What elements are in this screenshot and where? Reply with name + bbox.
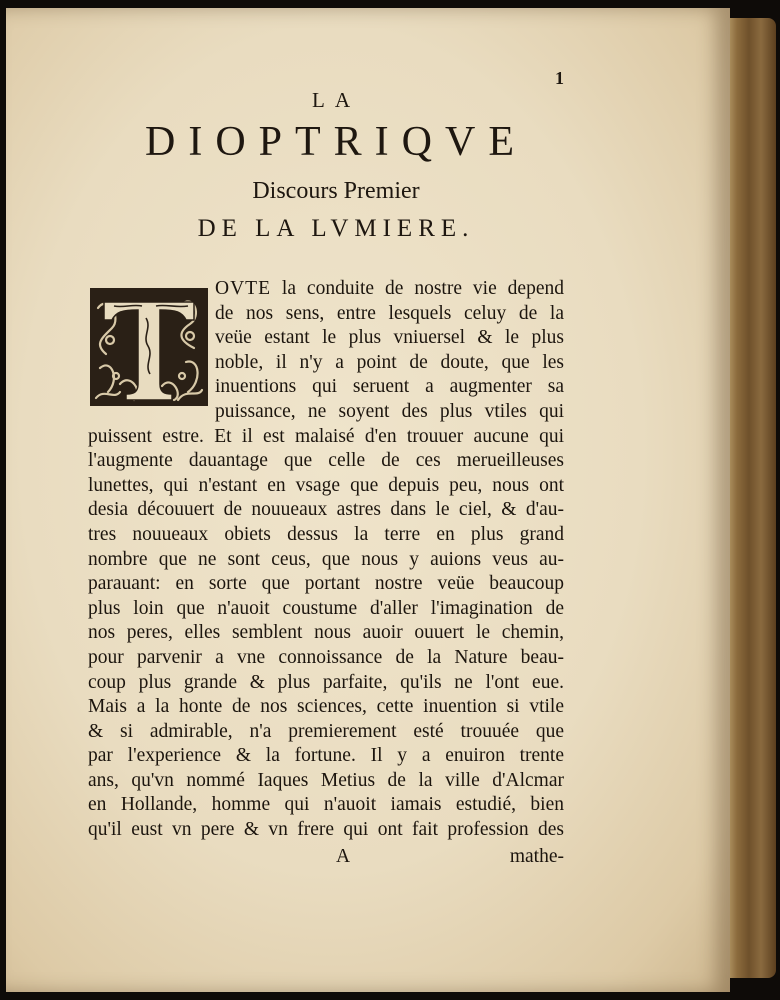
- text-line: veüe estant le plus vniuersel & le plus: [215, 327, 564, 349]
- text-line: en Hollande, homme qui n'auoit iamais estudié, bien: [88, 794, 564, 816]
- text-line: ans, qu'vn nommé Iaques Metius de la ville d'Alcmar: [88, 769, 564, 791]
- text-line: par l'experience & la fortune. Il y a enuiron trente: [88, 745, 564, 767]
- page-title: DIOPTRIQVE: [145, 119, 527, 165]
- text-line: qu'il eust vn pere & vn frere qui ont fait profession des: [88, 819, 564, 841]
- text-line: inuentions qui seruent a augmenter sa: [215, 376, 564, 398]
- text-line: coup plus grande & plus parfaite, qu'ils ne l'ont eue.: [88, 671, 564, 693]
- text-line: noble, il n'y a point de doute, que les: [215, 351, 564, 373]
- text-line: & si admirable, n'a premierement esté trouuée que: [88, 720, 564, 742]
- book-page: [6, 8, 730, 992]
- header-la: LA: [312, 88, 360, 112]
- text-line: puissent estre. Et il est malaisé d'en trouuer aucune qui: [88, 425, 564, 447]
- text-line: desia découuert de nouueaux astres dans le ciel, & d'au-: [88, 499, 564, 521]
- text-line: lunettes, qui n'estant en vsage que depuis peu, nous ont: [88, 474, 564, 496]
- subtitle: Discours Premier: [252, 178, 420, 204]
- text-line: tres nouueaux obiets dessus la terre en plus grand: [88, 523, 564, 545]
- text-line: plus loin que n'auoit coustume d'aller l'imagination de: [88, 597, 564, 619]
- text-line: nombre que ne sont ceus, que nous y auions veus au-: [88, 548, 564, 570]
- signature-mark: A: [336, 846, 351, 867]
- text-line: puissance, ne soyent des plus vtiles qui: [215, 400, 564, 422]
- text-line: OVTE la conduite de nostre vie depend: [215, 278, 564, 299]
- text-line: nos peres, elles semblent nous auoir ouuert le chemin,: [88, 622, 564, 644]
- text-line: pour parvenir a vne connoissance de la Nature beau-: [88, 646, 564, 668]
- first-word: OVTE: [215, 278, 271, 299]
- catchword: mathe-: [509, 846, 564, 867]
- body-text: [88, 277, 564, 843]
- page-number: 1: [555, 68, 564, 88]
- text-line: Mais a la honte de nos sciences, cette inuention si vtile: [88, 696, 564, 718]
- page-footer: [88, 846, 564, 872]
- chapter-heading: DE LA LVMIERE.: [197, 215, 475, 242]
- text-line: parauant: en sorte que portant nostre veüe beaucoup: [88, 573, 564, 595]
- text-line: l'augmente dauantage que celle de ces merueilleuses: [88, 450, 564, 472]
- text-line: de nos sens, entre lesquels celuy de la: [215, 302, 564, 324]
